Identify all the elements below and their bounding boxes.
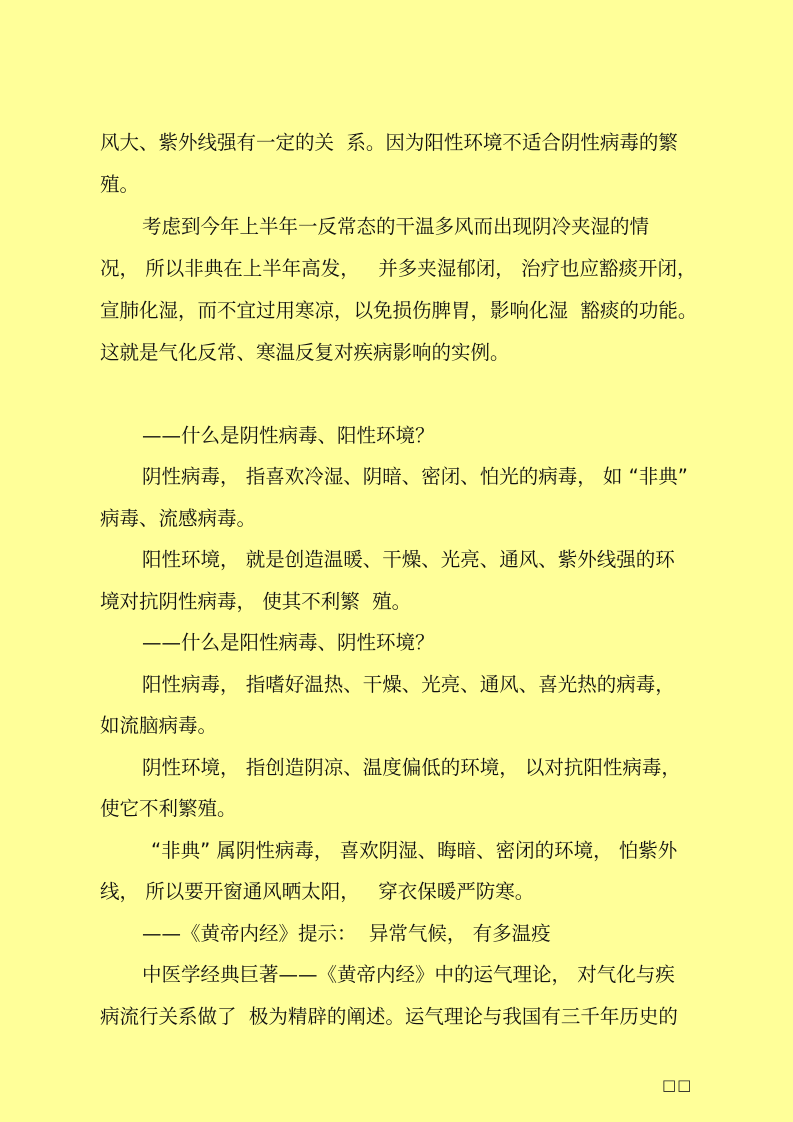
paragraph-line: 阴性环境， 指创造阴凉、温度偏低的环境， 以对抗阳性病毒，	[142, 756, 681, 779]
paragraph-line: 这就是气化反常、寒温反复对疾病影响的实例。	[100, 341, 510, 364]
section-heading: ——什么是阳性病毒、阴性环境？	[142, 631, 435, 654]
paragraph-line: 使它不利繁殖。	[100, 797, 237, 820]
paragraph-line: 殖。	[100, 173, 140, 196]
section-heading: ——什么是阴性病毒、阳性环境？	[142, 424, 435, 447]
paragraph-line: 线， 所以要开窗通风晒太阳， 穿衣保暖严防寒。	[100, 880, 535, 903]
paragraph-line: “非典” 属阴性病毒， 喜欢阴湿、晦暗、密闭的环境， 怕紫外	[151, 839, 678, 862]
paragraph-line: 阴性病毒， 指喜欢冷湿、阴暗、密闭、怕光的病毒， 如 “非典”	[142, 465, 688, 488]
paragraph-line: 宣肺化湿，而不宜过用寒凉，以免损伤脾胃，影响化湿 豁痰的功能。	[100, 299, 698, 322]
section-heading: ——《黄帝内经》提示： 异常气候， 有多温疫	[142, 922, 551, 945]
paragraph-line: 阳性环境， 就是创造温暖、干燥、光亮、通风、紫外线强的环	[142, 548, 675, 571]
paragraph-line: 病流行关系做了 极为精辟的阐述。运气理论与我国有三千年历史的	[100, 1005, 678, 1028]
paragraph-line: 阳性病毒， 指嗜好温热、干燥、光亮、通风、喜光热的病毒，	[142, 673, 675, 696]
paragraph-line: 风大、紫外线强有一定的关 系。因为阳性环境不适合阴性病毒的繁	[100, 131, 678, 154]
paragraph-line: 中医学经典巨著——《黄帝内经》中的运气理论， 对气化与疾	[142, 963, 675, 986]
paragraph-line: 考虑到今年上半年一反常态的干温多风而出现阴冷夹湿的情	[142, 215, 650, 238]
paragraph-line: 病毒、流感病毒。	[100, 507, 257, 530]
page-number: □□	[662, 1076, 693, 1094]
paragraph-line: 境对抗阴性病毒， 使其不利繁 殖。	[100, 590, 412, 613]
paragraph-line: 如流脑病毒。	[100, 714, 218, 737]
paragraph-line: 况， 所以非典在上半年高发， 并多夹湿郁闭， 治疗也应豁痰开闭，	[100, 257, 697, 280]
